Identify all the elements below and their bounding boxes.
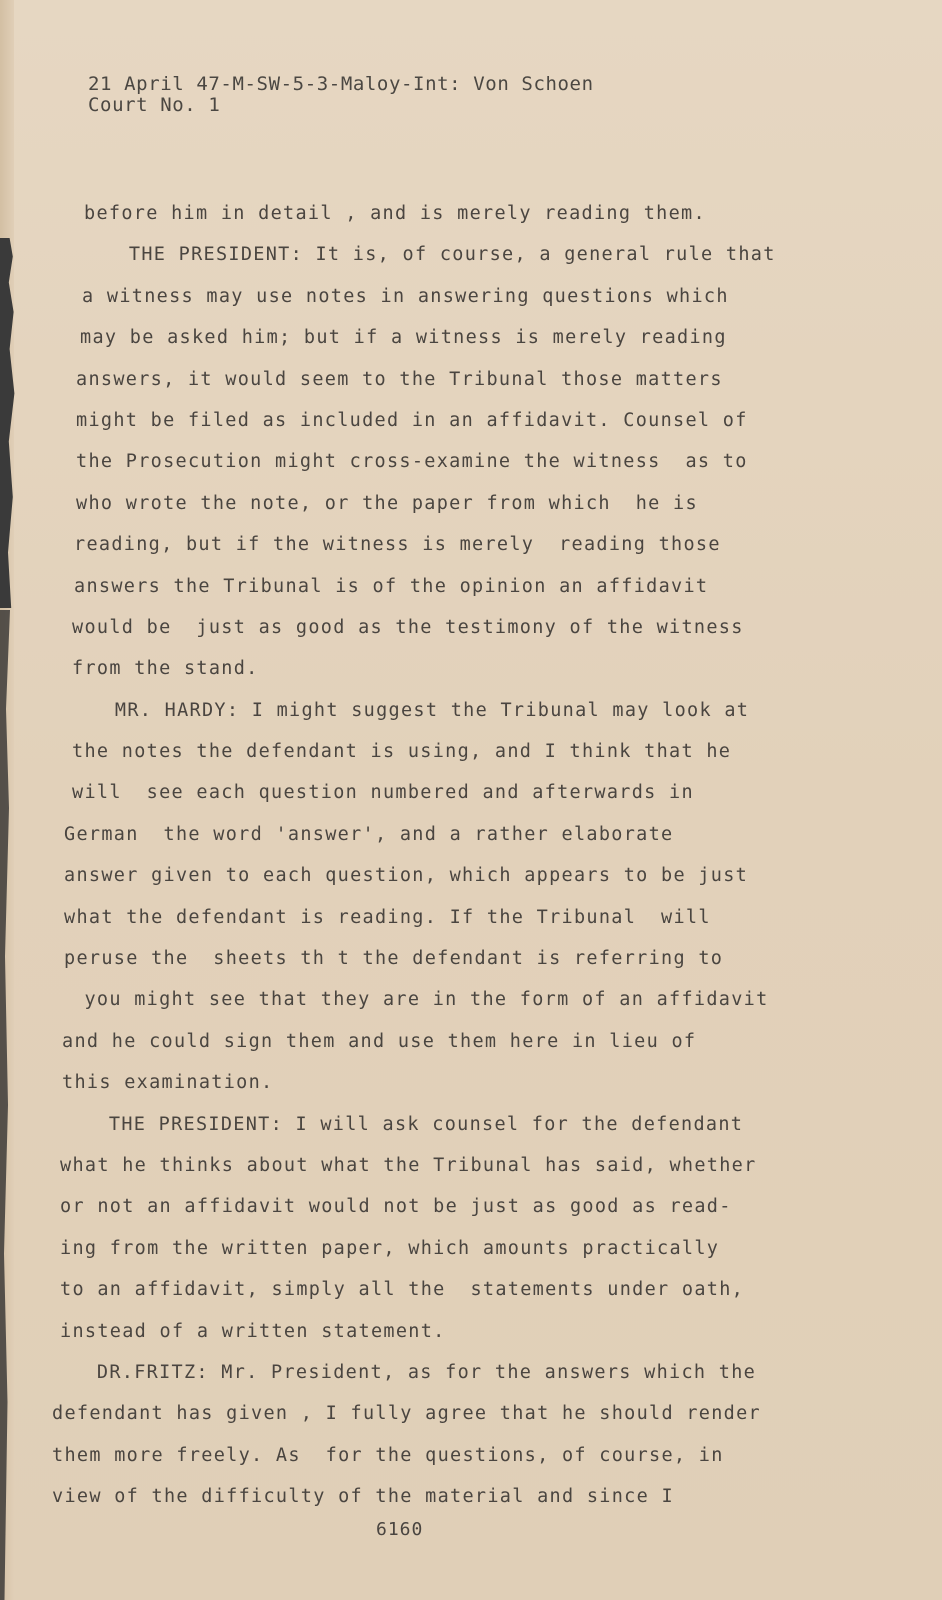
transcript-line: ing from the written paper, which amounts practically <box>60 1237 720 1259</box>
transcript-line: this examination. <box>62 1072 274 1094</box>
header-court-line: Court No. 1 <box>88 94 221 116</box>
transcript-line: THE PRESIDENT: It is, of course, a general rule that <box>104 244 776 266</box>
document-header <box>88 74 594 116</box>
transcript-line: will see each question numbered and afterwards in <box>72 782 694 804</box>
transcript-line: from the stand. <box>72 658 259 680</box>
transcript-line: answer given to each question, which appears to be just <box>64 865 749 887</box>
transcript-line: peruse the sheets th t the defendant is referring to <box>64 948 724 970</box>
transcript-line: what he thinks about what the Tribunal has said, whether <box>60 1154 757 1176</box>
transcript-line: the notes the defendant is using, and I think that he <box>72 741 732 763</box>
transcript-line: German the word 'answer', and a rather elaborate <box>64 823 674 845</box>
transcript-line: instead of a written statement. <box>60 1320 446 1342</box>
header-reference-line: 21 April 47-M-SW-5-3-Maloy-Int: Von Schoen <box>88 73 594 95</box>
transcript-line: DR.FRITZ: Mr. President, as for the answers which the <box>72 1361 757 1383</box>
transcript-line: to an affidavit, simply all the statements under oath, <box>60 1279 745 1301</box>
transcript-line: answers, it would seem to the Tribunal those matters <box>76 368 723 390</box>
transcript-line: them more freely. As for the questions, of course, in <box>52 1444 724 1466</box>
transcript-line: may be asked him; but if a witness is merely reading <box>80 327 727 349</box>
transcript-line: MR. HARDY: I might suggest the Tribunal may look at <box>90 699 750 721</box>
transcript-line: answers the Tribunal is of the opinion an affidavit <box>74 575 709 597</box>
transcript-line: view of the difficulty of the material and since I <box>52 1486 674 1508</box>
transcript-line: and he could sign them and use them here in lieu of <box>62 1030 697 1052</box>
transcript-line: THE PRESIDENT: I will ask counsel for the defendant <box>84 1113 744 1135</box>
page-number: 6160 <box>376 1519 424 1540</box>
transcript-line: reading, but if the witness is merely reading those <box>74 534 721 556</box>
transcript-line: the Prosecution might cross-examine the witness as to <box>76 451 748 473</box>
transcript-line: who wrote the note, or the paper from which he is <box>76 492 698 514</box>
transcript-line: you might see that they are in the form of an affidavit <box>72 989 769 1011</box>
transcript-line: what the defendant is reading. If the Tribunal will <box>64 906 711 928</box>
transcript-line: would be just as good as the testimony of the witness <box>72 616 744 638</box>
transcript-line: before him in detail , and is merely reading them. <box>84 203 706 224</box>
transcript-line: might be filed as included in an affidavit. Counsel of <box>76 409 748 431</box>
transcript-line: defendant has given , I fully agree that he should render <box>52 1403 761 1425</box>
transcript-line: a witness may use notes in answering questions which <box>82 285 729 307</box>
transcript-body <box>52 193 872 1518</box>
transcript-line: or not an affidavit would not be just as good as read- <box>60 1196 732 1218</box>
